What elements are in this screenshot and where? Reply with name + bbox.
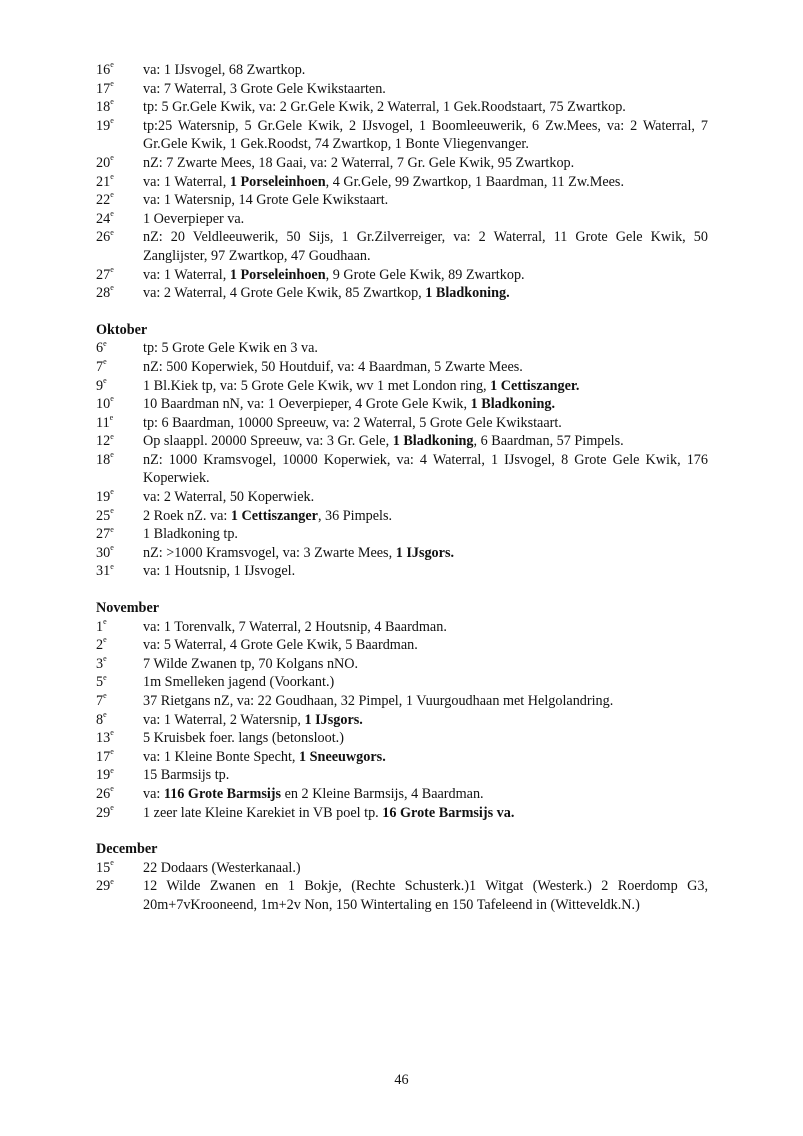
day-number: 19 [96, 767, 111, 784]
entry-date [96, 618, 143, 637]
ordinal-suffix: e [103, 616, 107, 626]
entry-date [96, 377, 143, 396]
entry-text-part: va: 7 Waterral, 3 Grote Gele Kwikstaarten. [143, 80, 386, 97]
entry-text [143, 266, 708, 285]
entry-text [143, 284, 708, 303]
ordinal-suffix: e [110, 209, 114, 219]
month-section [96, 840, 708, 914]
log-entry [96, 729, 708, 748]
day-number: 6 [96, 340, 104, 357]
entry-date [96, 525, 143, 544]
entry-date [96, 228, 143, 265]
entry-text-part: 22 Dodaars (Westerkanaal.) [143, 859, 301, 876]
entry-text [143, 544, 708, 563]
log-entry [96, 228, 708, 265]
highlighted-species: 116 Grote Barmsijs [163, 785, 282, 802]
entry-text-part: 5 Kruisbek foer. langs (betonsloot.) [143, 730, 344, 747]
entry-date [96, 692, 143, 711]
month-section [96, 321, 708, 581]
entry-text-part: tp: 5 Grote Gele Kwik en 3 va. [143, 340, 318, 357]
entry-date [96, 98, 143, 117]
entry-text-part: en 2 Kleine Barmsijs, 4 Baardman. [281, 785, 484, 802]
day-number: 26 [96, 229, 111, 246]
log-entry [96, 766, 708, 785]
entry-text-part: 7 Wilde Zwanen tp, 70 Kolgans nNO. [143, 655, 359, 672]
section-spacer [96, 303, 708, 321]
entry-text-part: tp:25 Watersnip, 5 Gr.Gele Kwik, 2 IJsvogel, 1 Boomleeuwerik, 6 Zw.Mees, va: 2 Waterral, 7 Gr.Gele Kwik, 1 Gek.Roodst, 74 Zwartkop, 1 Bonte Vliegenvanger. [143, 117, 708, 153]
entry-text [143, 692, 708, 711]
ordinal-suffix: e [103, 691, 107, 701]
log-entry [96, 173, 708, 192]
ordinal-suffix: e [103, 672, 107, 682]
ordinal-suffix: e [110, 802, 114, 812]
entry-text-part: 1 Bladkoning tp. [143, 526, 238, 543]
log-entry [96, 154, 708, 173]
entry-text-part: 2 Roek nZ. va: [143, 507, 231, 524]
highlighted-species: 1 Bladkoning. [425, 285, 510, 302]
entry-text-part: va: [143, 785, 164, 802]
ordinal-suffix: e [110, 524, 114, 534]
entry-text-part: 15 Barmsijs tp. [143, 767, 230, 784]
highlighted-species: 1 Cettiszanger [230, 507, 318, 524]
entry-text-part: va: 2 Waterral, 50 Koperwiek. [143, 489, 315, 506]
ordinal-suffix: e [110, 394, 114, 404]
log-entry [96, 507, 708, 526]
ordinal-suffix: e [103, 357, 107, 367]
entry-text [143, 729, 708, 748]
entry-date [96, 432, 143, 451]
log-entry [96, 98, 708, 117]
month-section [96, 599, 708, 822]
entry-text-part: 1 Bl.Kiek tp, va: 5 Grote Gele Kwik, wv 1 met London ring, [143, 377, 491, 394]
entry-text [143, 804, 708, 823]
entry-text [143, 432, 708, 451]
entry-text [143, 395, 708, 414]
entry-text [143, 98, 708, 117]
entry-text-part: nZ: 1000 Kramsvogel, 10000 Koperwiek, va: 4 Waterral, 1 IJsvogel, 8 Grote Gele Kwik, 176 Koperwiek. [143, 451, 708, 487]
entry-text [143, 154, 708, 173]
entry-text-part: nZ: 7 Zwarte Mees, 18 Gaai, va: 2 Waterral, 7 Gr. Gele Kwik, 95 Zwartkop. [143, 154, 575, 171]
ordinal-suffix: e [103, 654, 107, 664]
day-number: 26 [96, 785, 111, 802]
entry-date [96, 562, 143, 581]
entry-text-part: va: 1 Watersnip, 14 Grote Gele Kwikstaart. [143, 192, 389, 209]
day-number: 10 [96, 396, 111, 413]
entry-date [96, 804, 143, 823]
day-number: 15 [96, 859, 111, 876]
log-entry [96, 210, 708, 229]
day-number: 3 [96, 655, 104, 672]
entry-text [143, 117, 708, 154]
ordinal-suffix: e [109, 412, 114, 422]
day-number: 1 [96, 618, 104, 635]
ordinal-suffix: e [110, 505, 114, 515]
month-heading: November [96, 600, 160, 617]
log-entry [96, 488, 708, 507]
log-entry [96, 339, 708, 358]
day-number: 20 [96, 154, 111, 171]
entry-text [143, 525, 708, 544]
entry-text-part: tp: 6 Baardman, 10000 Spreeuw, va: 2 Waterral, 5 Grote Gele Kwikstaart. [143, 414, 562, 431]
day-number: 22 [96, 192, 111, 209]
highlighted-species: 1 IJsgors. [395, 544, 455, 561]
entry-text [143, 655, 708, 674]
entry-text-part: 1m Smelleken jagend (Voorkant.) [143, 674, 335, 691]
entry-text [143, 173, 708, 192]
day-number: 16 [96, 62, 111, 78]
entry-date [96, 61, 143, 80]
entry-date [96, 451, 143, 488]
entry-text-part: , 6 Baardman, 57 Pimpels. [473, 433, 624, 450]
log-entry [96, 80, 708, 99]
entry-date [96, 154, 143, 173]
entry-date [96, 859, 143, 878]
ordinal-suffix: e [110, 747, 114, 757]
log-entry [96, 692, 708, 711]
entry-text-part: nZ: >1000 Kramsvogel, va: 3 Zwarte Mees, [143, 544, 396, 561]
ordinal-suffix: e [110, 765, 114, 775]
day-number: 5 [96, 674, 104, 691]
day-number: 11 [96, 414, 110, 431]
entry-text-part: 1 Oeverpieper va. [143, 210, 245, 227]
log-entry [96, 414, 708, 433]
entry-text-part: 37 Rietgans nZ, va: 22 Goudhaan, 32 Pimpel, 1 Vuurgoudhaan met Helgolandring. [143, 693, 614, 709]
ordinal-suffix: e [110, 264, 114, 274]
entry-text-part: nZ: 500 Koperwiek, 50 Houtduif, va: 4 Baardman, 5 Zwarte Mees. [143, 358, 523, 375]
entry-text [143, 191, 708, 210]
day-number: 21 [96, 173, 111, 190]
entry-text-part: va: 1 IJsvogel, 68 Zwartkop. [143, 62, 306, 78]
ordinal-suffix: e [110, 97, 114, 107]
log-entry [96, 358, 708, 377]
day-number: 9 [96, 377, 104, 394]
entry-text [143, 562, 708, 581]
entry-date [96, 488, 143, 507]
entry-date [96, 266, 143, 285]
day-number: 28 [96, 285, 111, 302]
entry-text [143, 859, 708, 878]
highlighted-species: 1 Porseleinhoen [229, 266, 326, 283]
ordinal-suffix: e [110, 78, 114, 88]
entry-text [143, 877, 708, 914]
page-number: 46 [394, 1072, 409, 1088]
ordinal-suffix: e [110, 190, 114, 200]
entry-text-part: 1 zeer late Kleine Karekiet in VB poel tp. [143, 804, 383, 821]
ordinal-suffix: e [110, 858, 114, 868]
day-number: 30 [96, 544, 111, 561]
entry-text [143, 488, 708, 507]
entry-date [96, 544, 143, 563]
day-number: 29 [96, 804, 111, 821]
ordinal-suffix: e [110, 876, 114, 886]
log-entry [96, 395, 708, 414]
day-number: 18 [96, 99, 111, 116]
entry-text-part: va: 1 Houtsnip, 1 IJsvogel. [143, 563, 296, 580]
highlighted-species: 1 Bladkoning. [470, 396, 555, 413]
entry-text-part: , 4 Gr.Gele, 99 Zwartkop, 1 Baardman, 11 Zw.Mees. [325, 173, 624, 190]
entry-text-part: Op slaappl. 20000 Spreeuw, va: 3 Gr. Gele, [143, 433, 393, 450]
ordinal-suffix: e [110, 450, 114, 460]
entry-text-part: 10 Baardman nN, va: 1 Oeverpieper, 4 Grote Gele Kwik, [143, 396, 471, 413]
entry-text [143, 61, 708, 80]
entry-text-part: va: 2 Waterral, 4 Grote Gele Kwik, 85 Zwartkop, [143, 285, 426, 302]
entry-text [143, 414, 708, 433]
log-entry [96, 377, 708, 396]
entry-date [96, 339, 143, 358]
day-number: 24 [96, 210, 111, 227]
ordinal-suffix: e [103, 375, 107, 385]
day-number: 18 [96, 451, 111, 468]
log-entry [96, 804, 708, 823]
ordinal-suffix: e [110, 487, 114, 497]
entry-text [143, 80, 708, 99]
ordinal-suffix: e [110, 116, 114, 126]
entry-text [143, 507, 708, 526]
day-number: 27 [96, 266, 111, 283]
highlighted-species: 1 Porseleinhoen [229, 173, 326, 190]
log-entry [96, 284, 708, 303]
log-entry [96, 451, 708, 488]
entry-text [143, 785, 708, 804]
highlighted-species: 1 IJsgors. [304, 711, 363, 728]
entry-text [143, 377, 708, 396]
day-number: 19 [96, 489, 111, 506]
day-number: 2 [96, 637, 104, 654]
month-section [96, 61, 708, 303]
ordinal-suffix: e [110, 728, 114, 738]
highlighted-species: 1 Bladkoning [392, 433, 474, 450]
entry-text [143, 673, 708, 692]
ordinal-suffix: e [110, 561, 114, 571]
highlighted-species: 1 Cettiszanger. [490, 377, 580, 394]
entry-text [143, 618, 708, 637]
log-content [96, 61, 708, 915]
entry-date [96, 877, 143, 914]
entry-text-part: va: 1 Waterral, 2 Watersnip, [143, 711, 305, 728]
entry-text-part: va: 1 Torenvalk, 7 Waterral, 2 Houtsnip, 4 Baardman. [143, 618, 447, 635]
ordinal-suffix: e [110, 784, 114, 794]
entry-date [96, 729, 143, 748]
entry-text [143, 711, 708, 730]
entry-date [96, 117, 143, 154]
ordinal-suffix: e [110, 431, 114, 441]
ordinal-suffix: e [110, 283, 114, 293]
entry-date [96, 210, 143, 229]
entry-text [143, 451, 708, 488]
entry-text-part: va: 1 Waterral, [143, 173, 230, 190]
log-entry [96, 525, 708, 544]
entry-date [96, 748, 143, 767]
log-entry [96, 877, 708, 914]
entry-text [143, 210, 708, 229]
log-entry [96, 859, 708, 878]
entry-text [143, 748, 708, 767]
ordinal-suffix: e [110, 171, 114, 181]
entry-text-part: va: 1 Waterral, [143, 266, 230, 283]
log-entry [96, 266, 708, 285]
entry-date [96, 414, 143, 433]
entry-text-part: 12 Wilde Zwanen en 1 Bokje, (Rechte Schusterk.)1 Witgat (Westerk.) 2 Roerdomp G3, 20m+7vKrooneend, 1m+2v Non, 150 Wintertaling en 150 Tafeleend in (Witteveldk.N.) [143, 878, 708, 913]
day-number: 8 [96, 711, 104, 728]
log-entry [96, 673, 708, 692]
entry-text [143, 358, 708, 377]
entry-date [96, 766, 143, 785]
entry-text [143, 636, 708, 655]
entry-date [96, 507, 143, 526]
day-number: 31 [96, 563, 111, 580]
entry-text-part: , 36 Pimpels. [317, 507, 393, 524]
day-number: 19 [96, 117, 111, 134]
entry-text-part: va: 1 Kleine Bonte Specht, [143, 748, 300, 765]
entry-date [96, 655, 143, 674]
entry-date [96, 358, 143, 377]
entry-date [96, 80, 143, 99]
highlighted-species: 1 Sneeuwgors. [299, 748, 386, 765]
entry-date [96, 191, 143, 210]
day-number: 27 [96, 526, 111, 543]
entry-date [96, 173, 143, 192]
ordinal-suffix: e [103, 709, 107, 719]
ordinal-suffix: e [103, 338, 107, 348]
entry-text-part: nZ: 20 Veldleeuwerik, 50 Sijs, 1 Gr.Zilverreiger, va: 2 Waterral, 11 Grote Gele Kwik, 50 Zanglijster, 97 Zwartkop, 47 Goudhaan. [143, 229, 708, 264]
ordinal-suffix: e [103, 635, 107, 645]
ordinal-suffix: e [110, 543, 114, 553]
log-entry [96, 748, 708, 767]
day-number: 7 [96, 358, 104, 375]
month-heading: December [96, 841, 158, 858]
log-entry [96, 618, 708, 637]
log-entry [96, 61, 708, 80]
month-heading: Oktober [96, 321, 148, 338]
log-entry [96, 711, 708, 730]
log-entry [96, 655, 708, 674]
log-entry [96, 544, 708, 563]
entry-date [96, 395, 143, 414]
day-number: 29 [96, 878, 111, 895]
log-entry [96, 432, 708, 451]
log-entry [96, 562, 708, 581]
log-entry [96, 636, 708, 655]
entry-text-part: va: 5 Waterral, 4 Grote Gele Kwik, 5 Baardman. [143, 637, 418, 654]
log-entry [96, 785, 708, 804]
entry-text [143, 228, 708, 265]
day-number: 12 [96, 433, 111, 450]
section-spacer [96, 822, 708, 840]
log-entry [96, 117, 708, 154]
day-number: 17 [96, 80, 111, 97]
entry-date [96, 711, 143, 730]
day-number: 17 [96, 748, 111, 765]
day-number: 13 [96, 730, 111, 747]
entry-text [143, 766, 708, 785]
entry-text-part: tp: 5 Gr.Gele Kwik, va: 2 Gr.Gele Kwik, 2 Waterral, 1 Gek.Roodstaart, 75 Zwartkop. [143, 99, 626, 116]
ordinal-suffix: e [110, 227, 114, 237]
ordinal-suffix: e [110, 153, 114, 163]
entry-text-part: , 9 Grote Gele Kwik, 89 Zwartkop. [325, 266, 525, 283]
entry-date [96, 636, 143, 655]
section-spacer [96, 581, 708, 599]
log-entry [96, 191, 708, 210]
entry-text [143, 339, 708, 358]
day-number: 25 [96, 507, 111, 524]
entry-date [96, 673, 143, 692]
entry-date [96, 785, 143, 804]
entry-date [96, 284, 143, 303]
highlighted-species: 16 Grote Barmsijs va. [382, 804, 515, 821]
day-number: 7 [96, 693, 104, 709]
ordinal-suffix: e [110, 60, 114, 70]
